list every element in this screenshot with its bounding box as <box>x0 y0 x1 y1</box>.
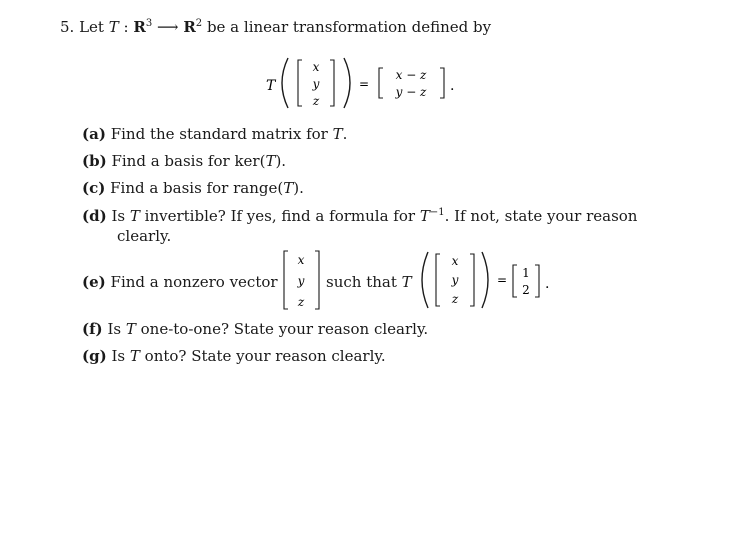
e-target-left-bracket <box>513 265 517 297</box>
e-vector-z: z <box>297 295 305 309</box>
e-target-right-bracket <box>535 265 539 297</box>
e-vector-x: x <box>297 253 305 267</box>
part-f: (f) Is T one-to-one? State your reason clearly. <box>82 320 429 338</box>
e-vector-left-bracket <box>284 251 288 309</box>
problem-number: 5. <box>60 18 75 36</box>
e-vector-y: y <box>297 274 305 288</box>
part-d-continued: clearly. <box>117 227 172 245</box>
output-row-2: y − z <box>395 85 427 99</box>
input-y: y <box>312 77 320 91</box>
input-z: z <box>312 94 320 108</box>
definition-period: . <box>450 78 455 94</box>
part-c: (c) Find a basis for range(T). <box>82 179 304 197</box>
e-input-left-bracket <box>436 254 440 306</box>
e-input-y: y <box>451 273 459 287</box>
problem-statement: 5. Let T : $R^3$ ⟶ $R^2$ be a linear transformation defined by <box>60 18 492 36</box>
equals-sign: = <box>359 77 370 91</box>
e-period: . <box>545 276 550 292</box>
e-equals-sign: = <box>497 273 508 287</box>
output-row-1: x − z <box>395 68 427 82</box>
definition-T: T <box>266 78 276 94</box>
part-b: (b) Find a basis for ker(T). <box>82 152 287 170</box>
e-input-right-bracket <box>470 254 474 306</box>
part-g: (g) Is T onto? State your reason clearly. <box>82 347 386 365</box>
part-a: (a) Find the standard matrix for T. <box>82 125 348 143</box>
e-left-paren <box>422 252 428 308</box>
e-vector-right-bracket <box>315 251 319 309</box>
part-e-middle: such that T <box>326 273 412 291</box>
part-d: (d) Is T invertible? If yes, find a formula for $T^{-1}$. If not, state your reason <box>82 207 638 225</box>
e-right-paren <box>482 252 488 308</box>
input-x: x <box>312 60 320 74</box>
part-e: (e) Find a nonzero vector <box>82 273 278 291</box>
e-input-z: z <box>451 292 459 306</box>
e-input-x: x <box>451 254 459 268</box>
e-target-2: 2 <box>522 283 530 297</box>
e-target-1: 1 <box>522 266 530 280</box>
